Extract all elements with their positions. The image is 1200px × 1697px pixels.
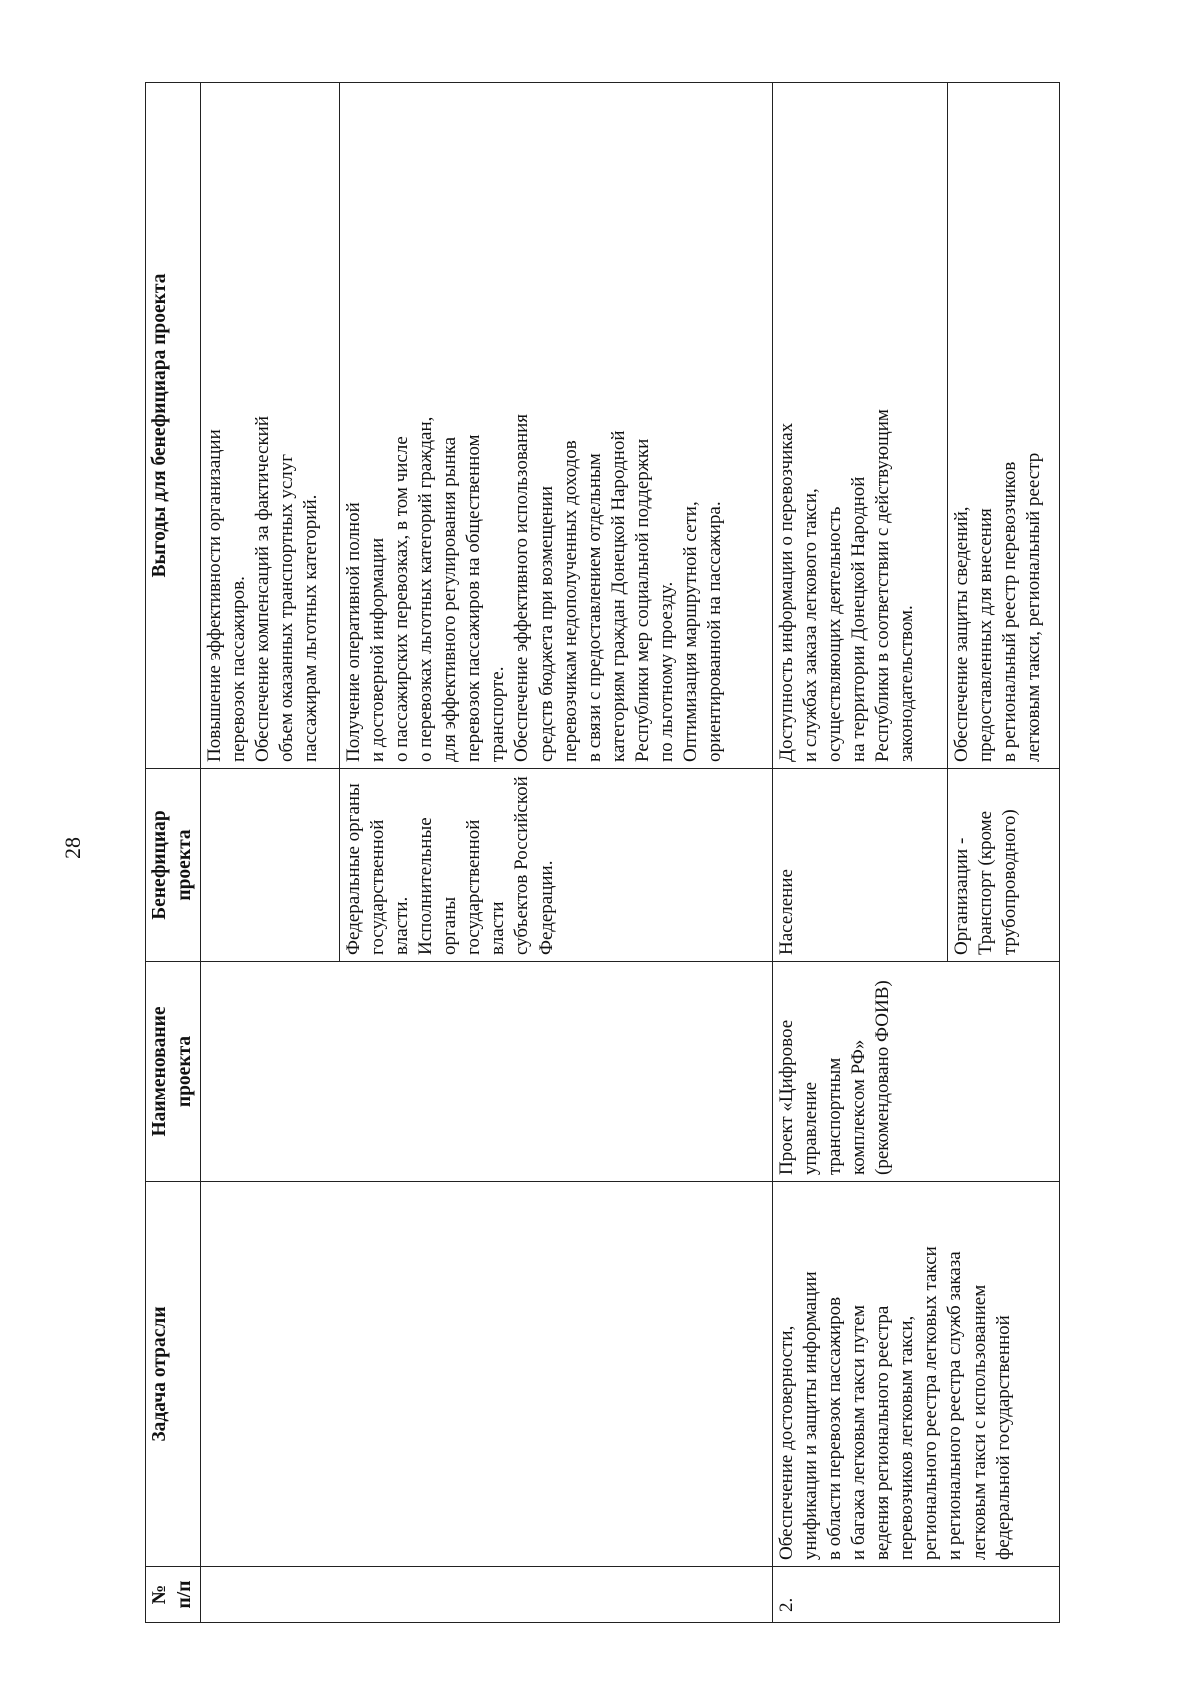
- row1-sub2-benefits-cell: Получение оперативной полной и достоверной информации о пассажирских перевозках, в том числе о перевозках льготных категорий граждан, для эффективного регулирования рынка перевозок пассажиров на общественном транспорте. Обеспечение эффективного использования средств бюджета при возмещении перевозчикам недополученных доходов в связи с предоставлением отдельным категориям граждан Донецкой Народной Республики мер социальной поддержки по льготному проезду. Оптимизация маршрутной сети, ориентированной на пассажира.: [339, 83, 772, 769]
- row1-sub1-benefits-cell: Повышение эффективности организации перевозок пассажиров. Обеспечение компенсаций за фактический объем оказанных транспортных услуг пассажирам льготных категорий.: [200, 83, 339, 769]
- row2-task-cell: Обеспечение достоверности, унификации и защиты информации в области перевозок пассажиров и багажа легковым такси путем ведения регионального реестра перевозчиков легковым такси, регионального реестра легковых такси и регионального реестра служб заказа легковым такси с использованием федеральной государственной: [772, 1182, 1059, 1567]
- row2-sub2-beneficiary-cell: Организации - Транспорт (кроме трубопроводного): [947, 769, 1059, 962]
- header-benefits: Выгоды для бенефициара проекта: [146, 83, 201, 769]
- header-num: № п/п: [146, 1567, 201, 1623]
- table-row: [772, 83, 947, 1623]
- row2-sub1-beneficiary-cell: Население: [772, 769, 947, 962]
- page-number: 28: [60, 837, 85, 859]
- row1-sub2-beneficiary-cell: Федеральные органы государственной власти. Исполнительные органы государственной власти субъектов Российской Федерации.: [339, 769, 772, 962]
- row2-num-cell: 2.: [772, 1567, 1059, 1623]
- row1-sub1-beneficiary-cell: [200, 769, 339, 962]
- row2-sub1-benefits-cell: Доступность информации о перевозчиках и службах заказа легкового такси, осуществляющих деятельность на территории Донецкой Народной Республики в соответствии с действующим законодательством.: [772, 83, 947, 769]
- projects-table: [145, 82, 1060, 1623]
- header-task: Задача отрасли: [146, 1182, 201, 1567]
- row1-num-cell: [200, 1567, 772, 1623]
- row2-sub2-benefits-cell: Обеспечение защиты сведений, предоставленных для внесения в региональный реестр перевозчиков легковым такси, региональный реестр: [947, 83, 1059, 769]
- table-header-row: [146, 83, 201, 1623]
- row1-task-cell: [200, 1182, 772, 1567]
- header-beneficiary: Бенефициар проекта: [146, 769, 201, 962]
- rotated-table-container: [145, 83, 1060, 1623]
- row2-project-cell: Проект «Цифровое управление транспортным комплексом РФ» (рекомендовано ФОИВ): [772, 962, 1059, 1182]
- table-row: [200, 83, 339, 1623]
- row1-project-cell: [200, 962, 772, 1182]
- header-project: Наименование проекта: [146, 962, 201, 1182]
